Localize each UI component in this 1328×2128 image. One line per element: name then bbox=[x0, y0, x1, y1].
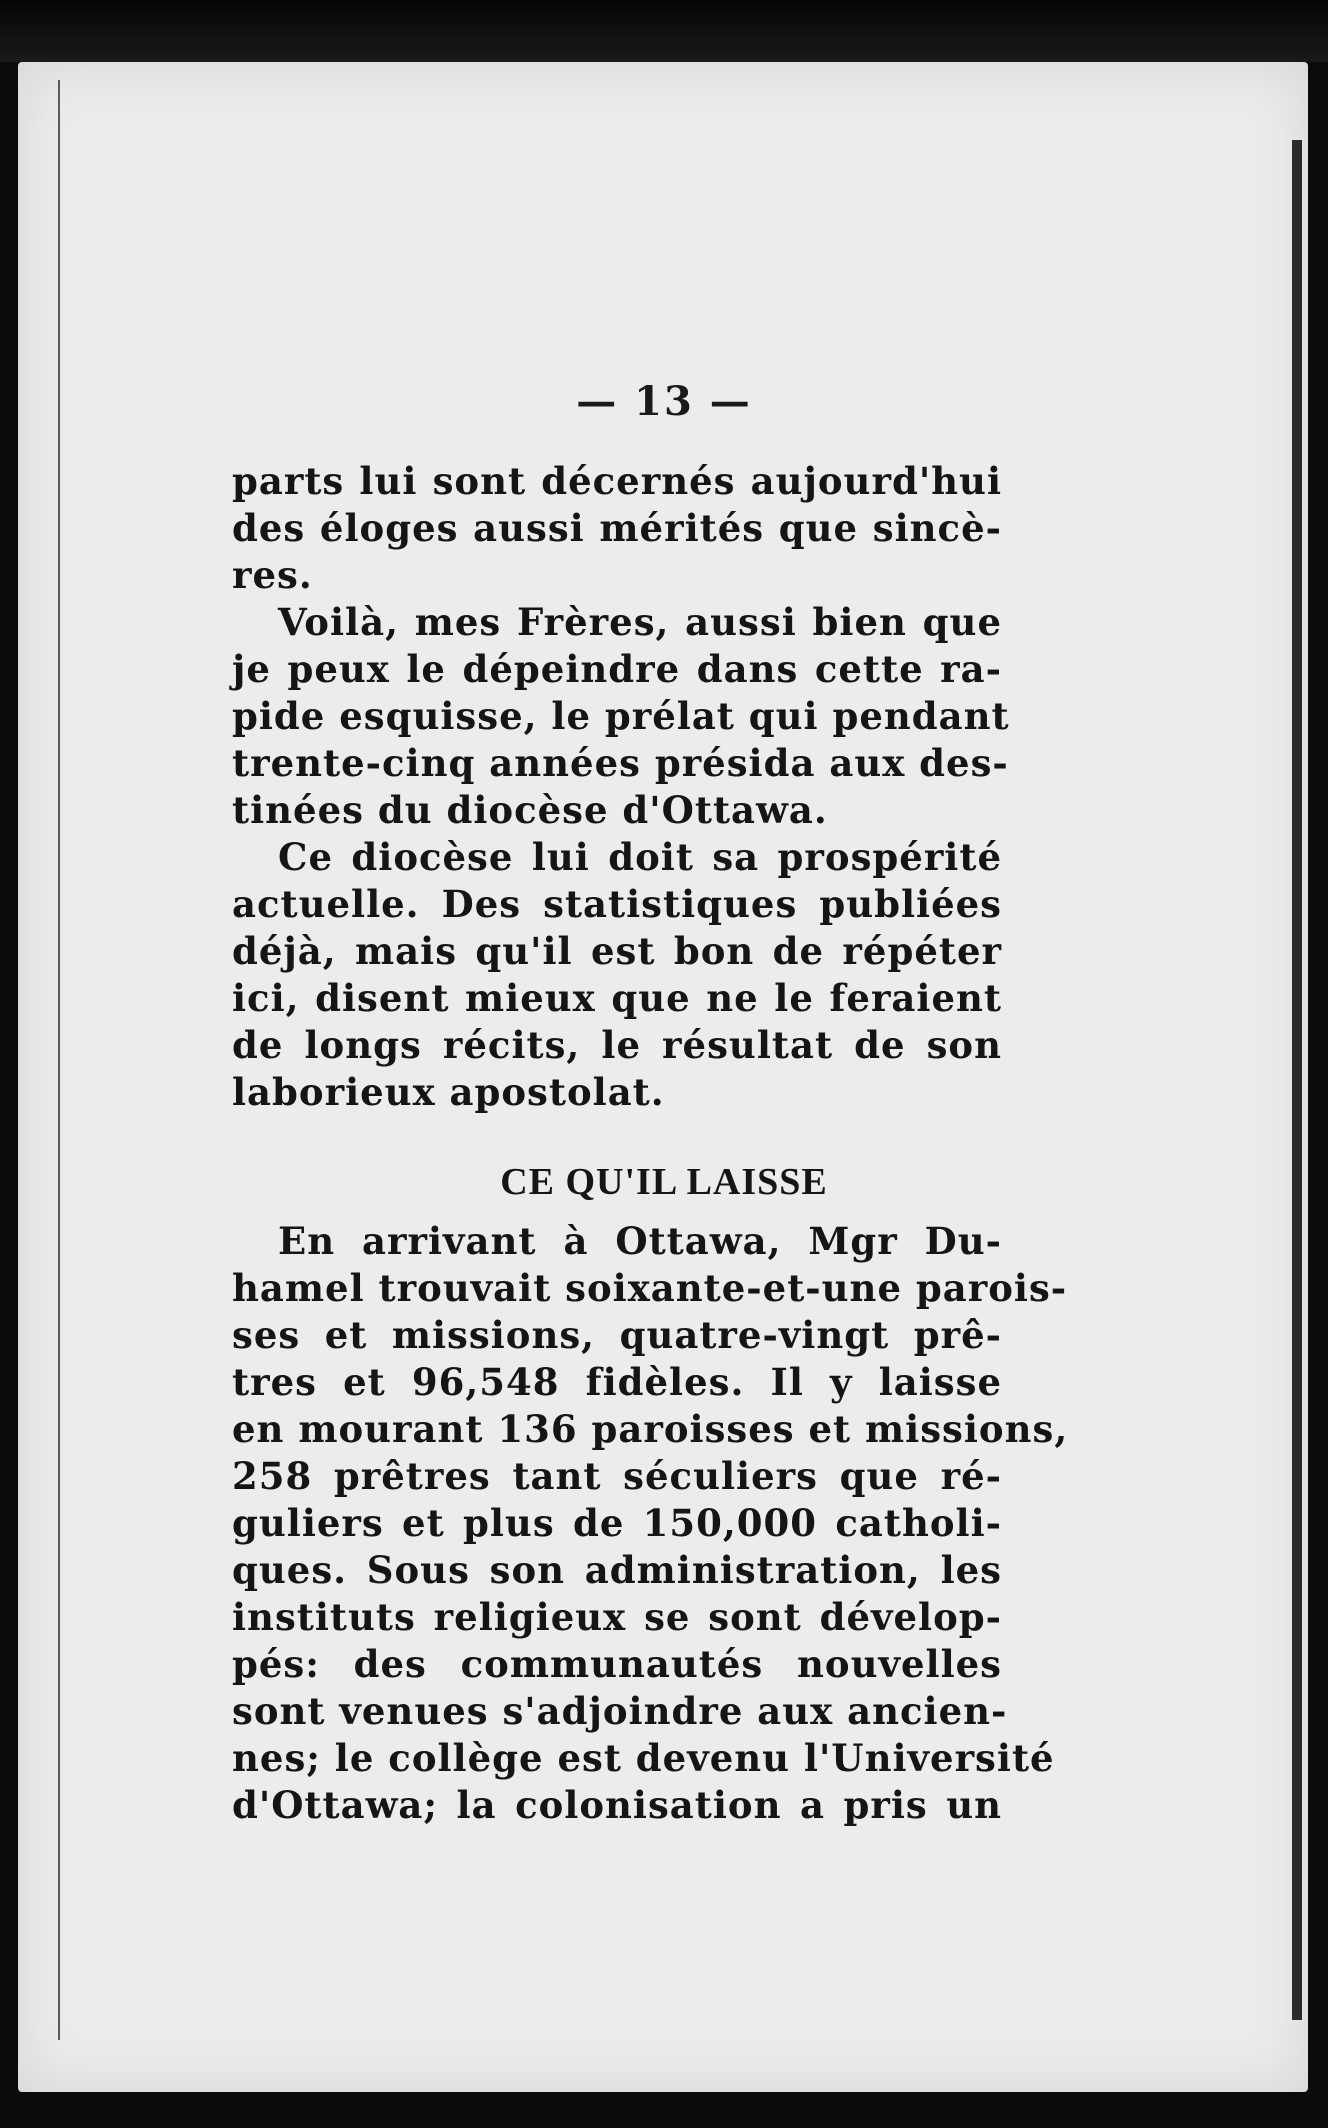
text-line: pide esquisse, le prélat qui pendant bbox=[232, 694, 1010, 738]
text-line: hamel trouvait soixante-et-une parois- bbox=[232, 1266, 1068, 1310]
paragraph-block-main bbox=[232, 1218, 1069, 1829]
text-line: laborieux apostolat. bbox=[232, 1070, 665, 1114]
text-line: nes; le collège est devenu l'Université bbox=[232, 1736, 1055, 1780]
text-line: ici, disent mieux que ne le feraient bbox=[232, 976, 1002, 1020]
text-line: actuelle. Des statistiques publiées bbox=[232, 882, 1002, 926]
text-line: je peux le dépeindre dans cette ra- bbox=[232, 647, 1002, 691]
text-line: Ce diocèse lui doit sa prospérité bbox=[278, 835, 1002, 879]
text-line: tinées du diocèse d'Ottawa. bbox=[232, 788, 828, 832]
text-line: d'Ottawa; la colonisation a pris un bbox=[232, 1783, 1002, 1827]
scan-background-top bbox=[0, 0, 1328, 62]
text-line: parts lui sont décernés aujourd'hui bbox=[232, 459, 1002, 503]
text-line: de longs récits, le résultat de son bbox=[232, 1023, 1002, 1067]
text-line: ques. Sous son administration, les bbox=[232, 1548, 1002, 1592]
text-line: en mourant 136 paroisses et missions, bbox=[232, 1407, 1069, 1451]
page-number: — 13 — bbox=[576, 378, 752, 425]
paragraph-block-intro bbox=[232, 458, 1010, 1116]
text-line: res. bbox=[232, 553, 313, 597]
text-line: pés: des communautés nouvelles bbox=[232, 1642, 1002, 1686]
text-line: guliers et plus de 150,000 catholi- bbox=[232, 1501, 1002, 1545]
text-line: déjà, mais qu'il est bon de répéter bbox=[232, 929, 1002, 973]
text-line: 258 prêtres tant séculiers que ré- bbox=[232, 1454, 1002, 1498]
text-line: trente-cinq années présida aux des- bbox=[232, 741, 1009, 785]
text-line: En arrivant à Ottawa, Mgr Du- bbox=[278, 1219, 1002, 1263]
section-heading: CE QU'IL LAISSE bbox=[500, 1161, 828, 1203]
text-line: ses et missions, quatre-vingt prê- bbox=[232, 1313, 1002, 1357]
page-fold-line bbox=[58, 80, 60, 2040]
text-line: tres et 96,548 fidèles. Il y laisse bbox=[232, 1360, 1002, 1404]
text-line: des éloges aussi mérités que sincè- bbox=[232, 506, 1002, 550]
text-line: sont venues s'adjoindre aux ancien- bbox=[232, 1689, 1008, 1733]
text-line: instituts religieux se sont dévelop- bbox=[232, 1595, 1002, 1639]
text-line: Voilà, mes Frères, aussi bien que bbox=[278, 600, 1002, 644]
